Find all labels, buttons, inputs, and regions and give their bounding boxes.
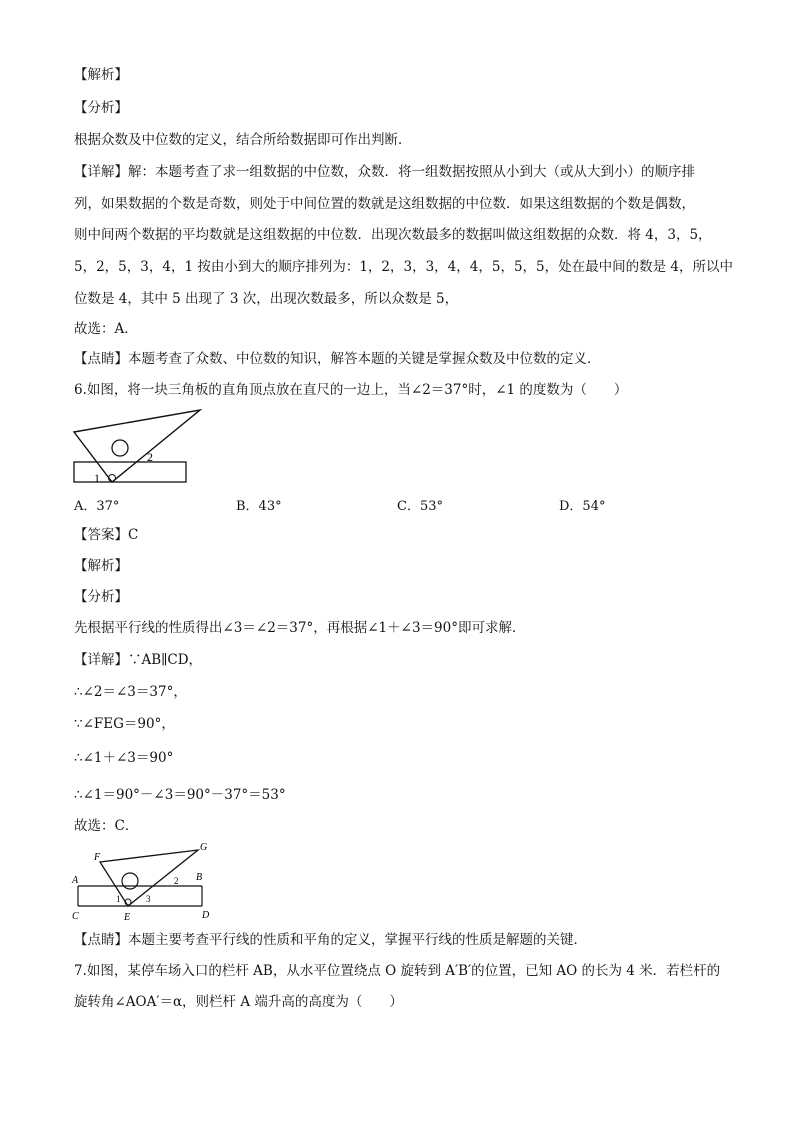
analysis-text-2: 先根据平行线的性质得出∠3＝∠2＝37°，再根据∠1＋∠3＝90°即可求解． — [74, 620, 526, 636]
q6-solution-figure — [70, 840, 220, 924]
step-line: 【详解】∵AB∥CD， — [74, 652, 203, 668]
angle-1-label: 1 — [94, 471, 100, 485]
triangle-hole — [112, 440, 128, 456]
answer-text: 【答案】C — [74, 527, 139, 543]
jiexi-heading-1: 【解析】 — [74, 67, 128, 83]
label-f: F — [94, 852, 101, 863]
step-line: ∵∠FEG＝90°， — [74, 716, 175, 732]
label-e: E — [124, 912, 131, 923]
question-7-line: 7.如图，某停车场入口的栏杆 AB，从水平位置绕点 O 旋转到 A′B′的位置，已知 AO 的长为 4 米．若栏杆的 — [74, 963, 721, 979]
choice-text-2: 故选：C． — [74, 818, 139, 834]
fenxi-heading-1: 【分析】 — [74, 100, 128, 116]
comment-text-2: 【点睛】本题主要考查平行线的性质和平角的定义，掌握平行线的性质是解题的关键． — [74, 932, 587, 948]
fenxi-heading-2: 【分析】 — [74, 589, 128, 605]
step-line: ∴∠1＋∠3＝90° — [74, 750, 174, 766]
step-line: ∴∠1＝90°－∠3＝90°－37°＝53° — [74, 787, 286, 803]
detail-line: 位数是 4，其中 5 出现了 3 次，出现次数最多，所以众数是 5， — [74, 291, 459, 307]
detail-line: 5，2，5，3，4，1 按由小到大的顺序排列为：1，2，3，3，4，4，5，5，5，处在最中间的数是 4，所以中 — [74, 259, 734, 275]
angle-2-label: 2 — [147, 450, 153, 464]
angle-3-label: 3 — [146, 894, 151, 904]
detail-line: 列，如果数据的个数是奇数，则处于中间位置的数就是这组数据的中位数．如果这组数据的个数是偶数， — [74, 196, 695, 212]
option-d: D．54° — [559, 499, 606, 514]
choice-text-1: 故选：A． — [74, 321, 138, 337]
q6-figure — [72, 404, 204, 488]
label-g: G — [200, 842, 208, 853]
ruler-shape — [74, 462, 186, 482]
jiexi-heading-2: 【解析】 — [74, 558, 128, 574]
label-c: C — [72, 911, 79, 922]
question-6: 6.如图，将一块三角板的直角顶点放在直尺的一边上，当∠2＝37°时，∠1 的度数为（ ） — [74, 382, 628, 398]
label-d: D — [202, 910, 210, 921]
option-b: B．43° — [236, 499, 282, 514]
question-7-line: 旋转角∠AOA′＝α，则栏杆 A 端升高的高度为（ ） — [74, 994, 403, 1010]
label-a: A — [72, 875, 79, 886]
detail-line: 则中间两个数据的平均数就是这组数据的中位数．出现次数最多的数据叫做这组数据的众数．将 4，3，5， — [74, 227, 712, 243]
angle-2-label: 2 — [174, 876, 179, 886]
angle-1-label: 1 — [116, 894, 121, 904]
step-line: ∴∠2＝∠3＝37°， — [74, 684, 187, 700]
triangle-shape — [74, 410, 200, 482]
option-a: A．37° — [74, 499, 120, 514]
option-c: C．53° — [397, 499, 443, 514]
label-b: B — [196, 872, 203, 883]
analysis-text-1: 根据众数及中位数的定义，结合所给数据即可作出判断． — [74, 132, 412, 148]
detail-line: 【详解】解：本题考查了求一组数据的中位数，众数．将一组数据按照从小到大（或从大到小）的顺序排 — [74, 164, 695, 180]
comment-text-1: 【点睛】本题考查了众数、中位数的知识，解答本题的关键是掌握众数及中位数的定义． — [74, 351, 601, 367]
